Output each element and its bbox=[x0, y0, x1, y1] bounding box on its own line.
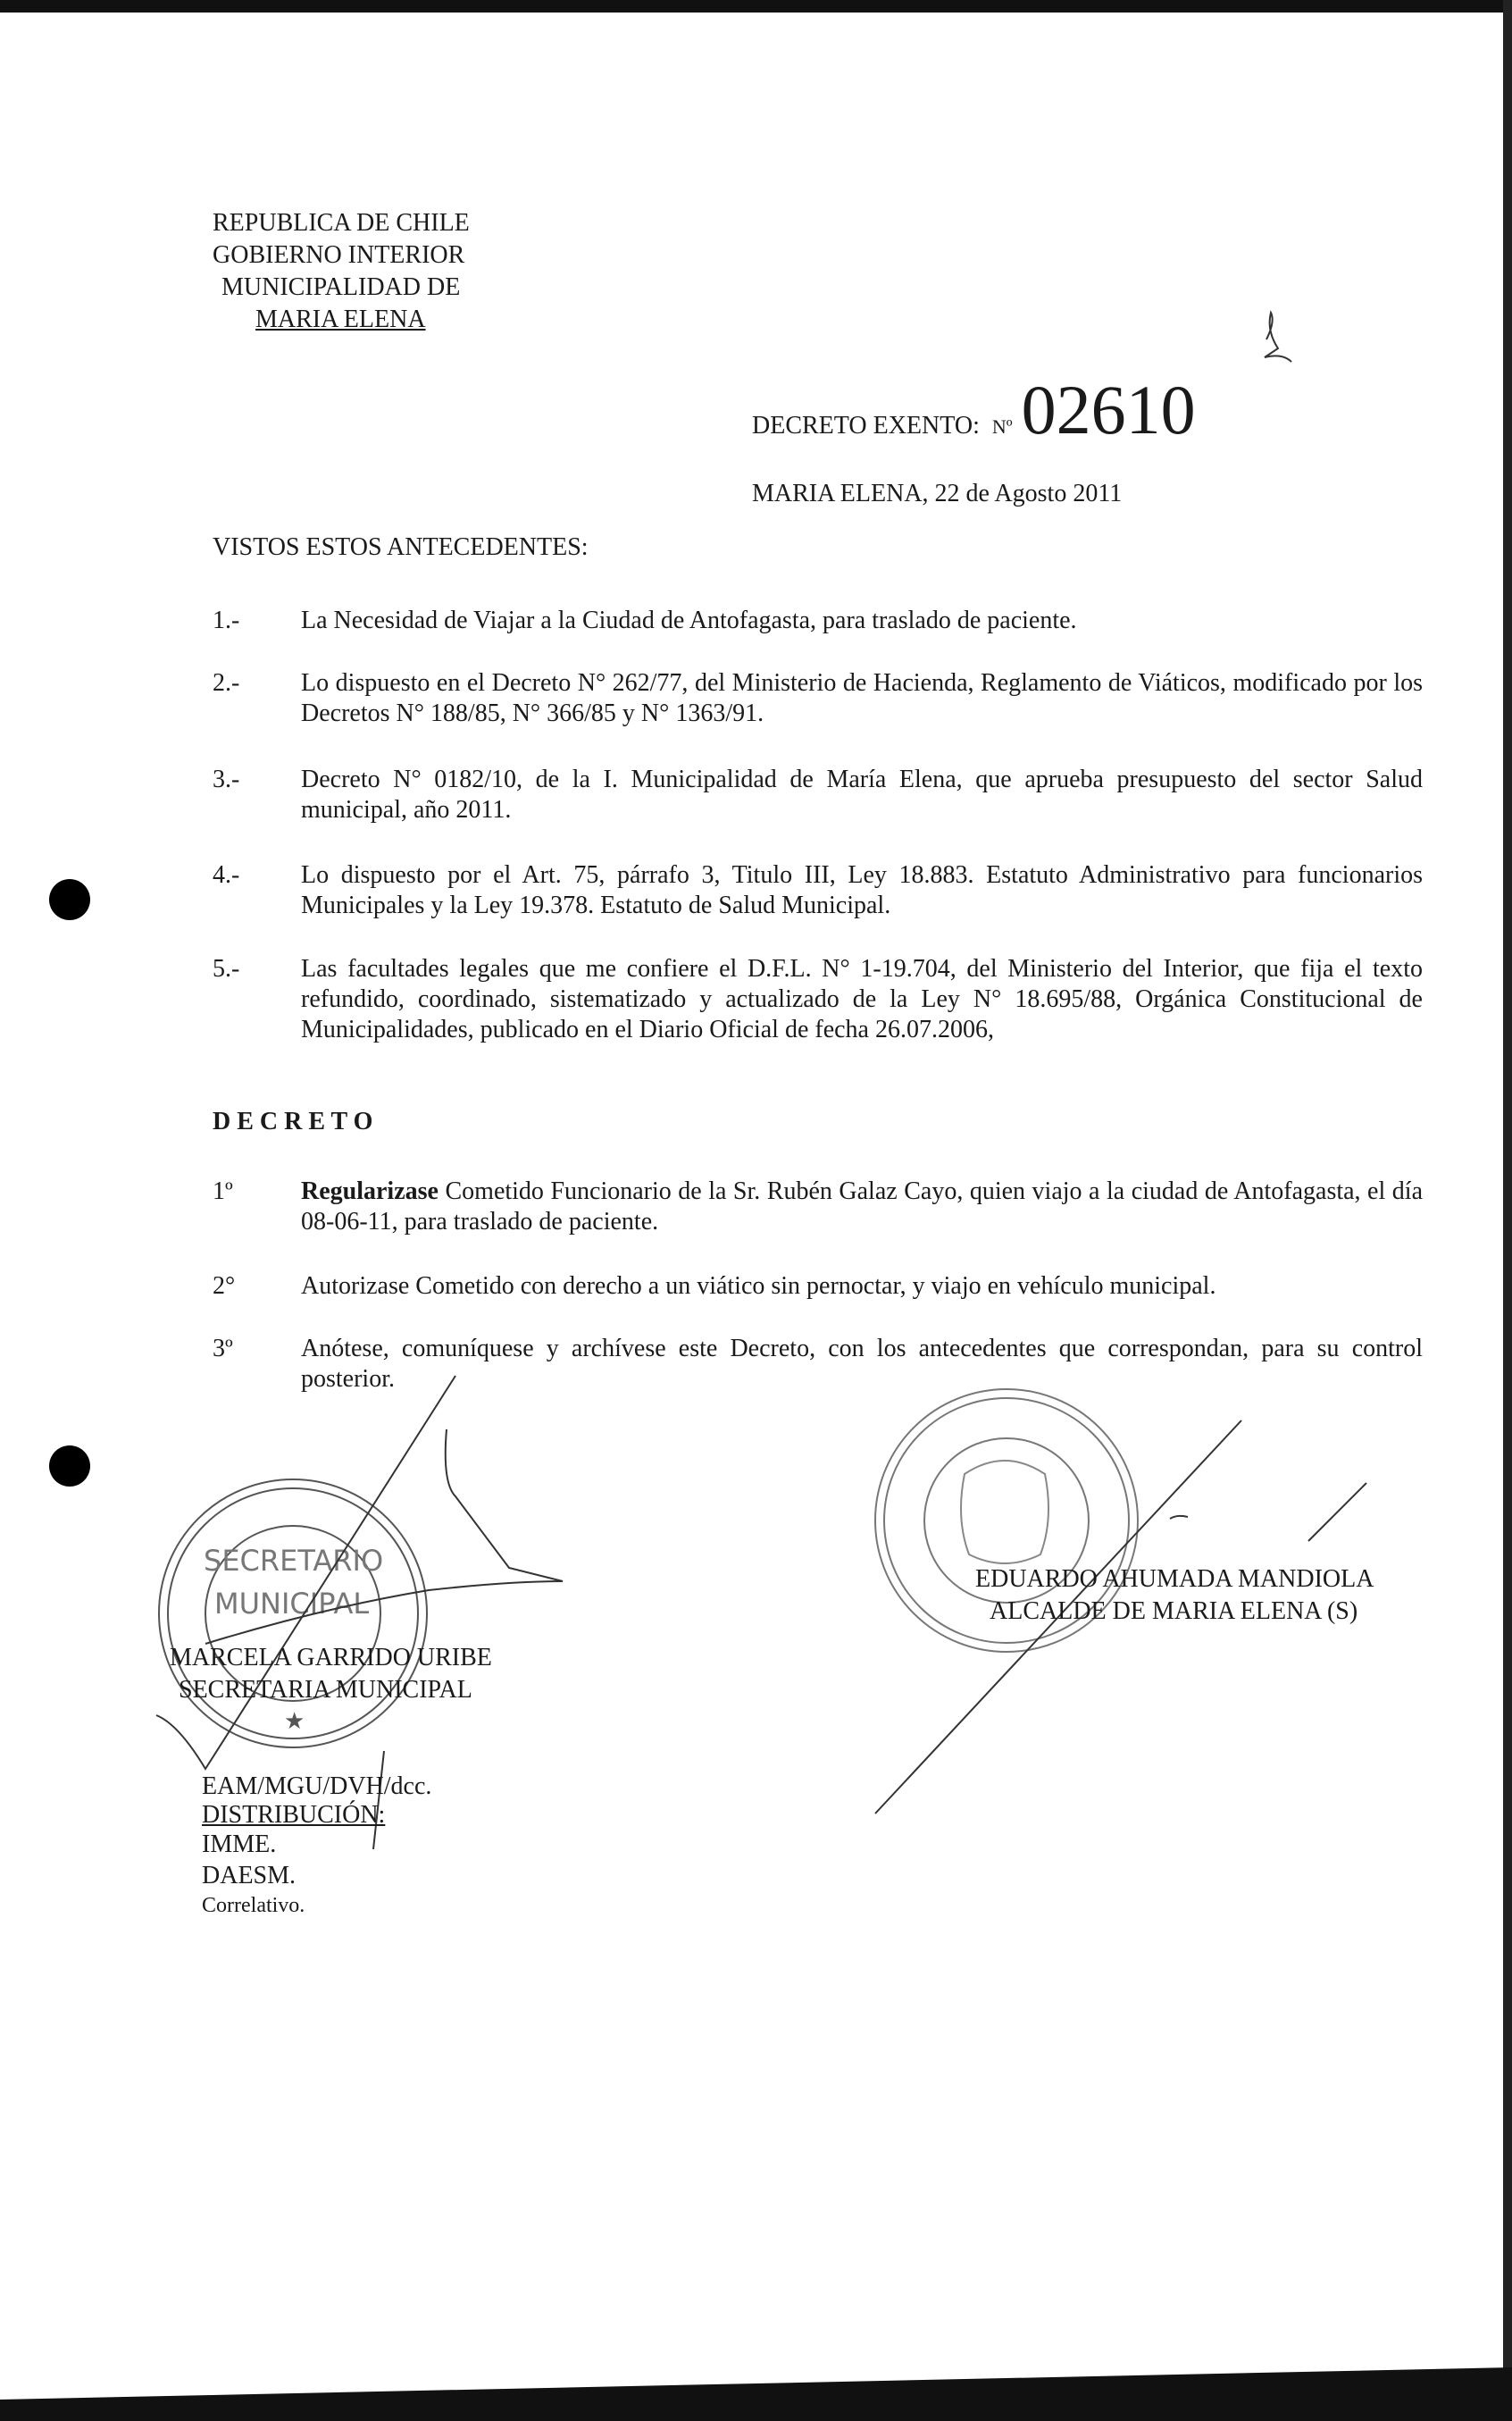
item-bold: Regularizase bbox=[301, 1177, 439, 1205]
item-text: Las facultades legales que me confiere el D.F.L. N° 1-19.704, del Ministerio del Interior, que fija el texto refundido, coordinado, sistematizado y actualizado de la Ley N° 18.695/88, Orgánica Constitucional de Municipalidades, publicado en el Diario Oficial de fecha 26.07.2006, bbox=[301, 955, 1423, 1043]
letterhead-line: MUNICIPALIDAD DE bbox=[221, 273, 461, 301]
letterhead-line: REPUBLICA DE CHILE bbox=[213, 209, 470, 237]
item-text: Decreto N° 0182/10, de la I. Municipalidad de María Elena, que aprueba presupuesto del sector Salud municipal, año 2011. bbox=[301, 766, 1423, 824]
letterhead-line: MARIA ELENA bbox=[255, 306, 426, 333]
item-number: 4.- bbox=[213, 861, 240, 889]
decree-label: DECRETO EXENTO: bbox=[752, 412, 980, 440]
punch-hole bbox=[49, 1445, 90, 1487]
item-text bbox=[301, 1177, 1423, 1237]
item-number: 2° bbox=[213, 1272, 236, 1300]
signer-role: SECRETARIA MUNICIPAL bbox=[179, 1676, 472, 1704]
item-text: Autorizase Cometido con derecho a un viático sin pernoctar, y viajo en vehículo municipal. bbox=[301, 1272, 1216, 1300]
item-number: 3.- bbox=[213, 766, 240, 793]
item-number: 1.- bbox=[213, 607, 240, 634]
item-text: La Necesidad de Viajar a la Ciudad de Antofagasta, para traslado de paciente. bbox=[301, 607, 1077, 634]
item-number: 3º bbox=[213, 1335, 233, 1362]
signer-name: MARCELA GARRIDO URIBE bbox=[170, 1644, 492, 1671]
item-text: Lo dispuesto en el Decreto N° 262/77, del Ministerio de Hacienda, Reglamento de Viáticos, modificado por los Decretos N° 188/85, N° 366/85 y N° 1363/91. bbox=[301, 669, 1423, 727]
initials: EAM/MGU/DVH/dcc. bbox=[202, 1772, 432, 1800]
item-number: 1º bbox=[213, 1177, 233, 1205]
vistos-title: VISTOS ESTOS ANTECEDENTES: bbox=[213, 533, 589, 561]
stamp-inner-text: SECRETARIO bbox=[204, 1544, 384, 1578]
recipient: IMME. bbox=[202, 1830, 277, 1858]
item-text: Lo dispuesto por el Art. 75, párrafo 3, Titulo III, Ley 18.883. Estatuto Administrativo para funcionarios Municipales y la Ley 19.378. Estatuto de Salud Municipal. bbox=[301, 861, 1423, 919]
item-text: Anótese, comuníquese y archívese este Decreto, con los antecedentes que correspondan, para su control posterior. bbox=[301, 1335, 1423, 1393]
stamp-inner-text: MUNICIPAL bbox=[214, 1587, 370, 1621]
initial-mark bbox=[1265, 313, 1291, 362]
distribution-label: DISTRIBUCIÓN: bbox=[202, 1801, 386, 1829]
star-icon: ★ bbox=[284, 1708, 305, 1734]
signer-name: EDUARDO AHUMADA MANDIOLA bbox=[975, 1565, 1374, 1593]
item-number: 2.- bbox=[213, 669, 240, 697]
letterhead-line: GOBIERNO INTERIOR bbox=[213, 241, 465, 269]
scan-edge-bottom bbox=[0, 2367, 1512, 2421]
correlativo: Correlativo. bbox=[202, 1894, 305, 1917]
scan-edge-right bbox=[1503, 0, 1512, 2421]
municipal-secretary-stamp bbox=[159, 1479, 427, 1747]
recipient: DAESM. bbox=[202, 1862, 297, 1889]
punch-hole bbox=[49, 879, 90, 920]
decree-number-line bbox=[752, 371, 1196, 448]
item-number: 5.- bbox=[213, 955, 240, 983]
decree-no-label: Nº bbox=[991, 415, 1013, 438]
coat-of-arms-icon bbox=[961, 1461, 1048, 1563]
decree-number: 02610 bbox=[1021, 371, 1196, 448]
signer-role: ALCALDE DE MARIA ELENA (S) bbox=[990, 1597, 1358, 1625]
decreto-title: D E C R E T O bbox=[213, 1108, 373, 1135]
scan-edge-top bbox=[0, 0, 1512, 13]
item-rest: Cometido Funcionario de la Sr. Rubén Galaz Cayo, quien viajo a la ciudad de Antofagasta, el día 08-06-11, para traslado de paciente. bbox=[301, 1177, 1423, 1236]
place-date: MARIA ELENA, 22 de Agosto 2011 bbox=[752, 480, 1123, 507]
